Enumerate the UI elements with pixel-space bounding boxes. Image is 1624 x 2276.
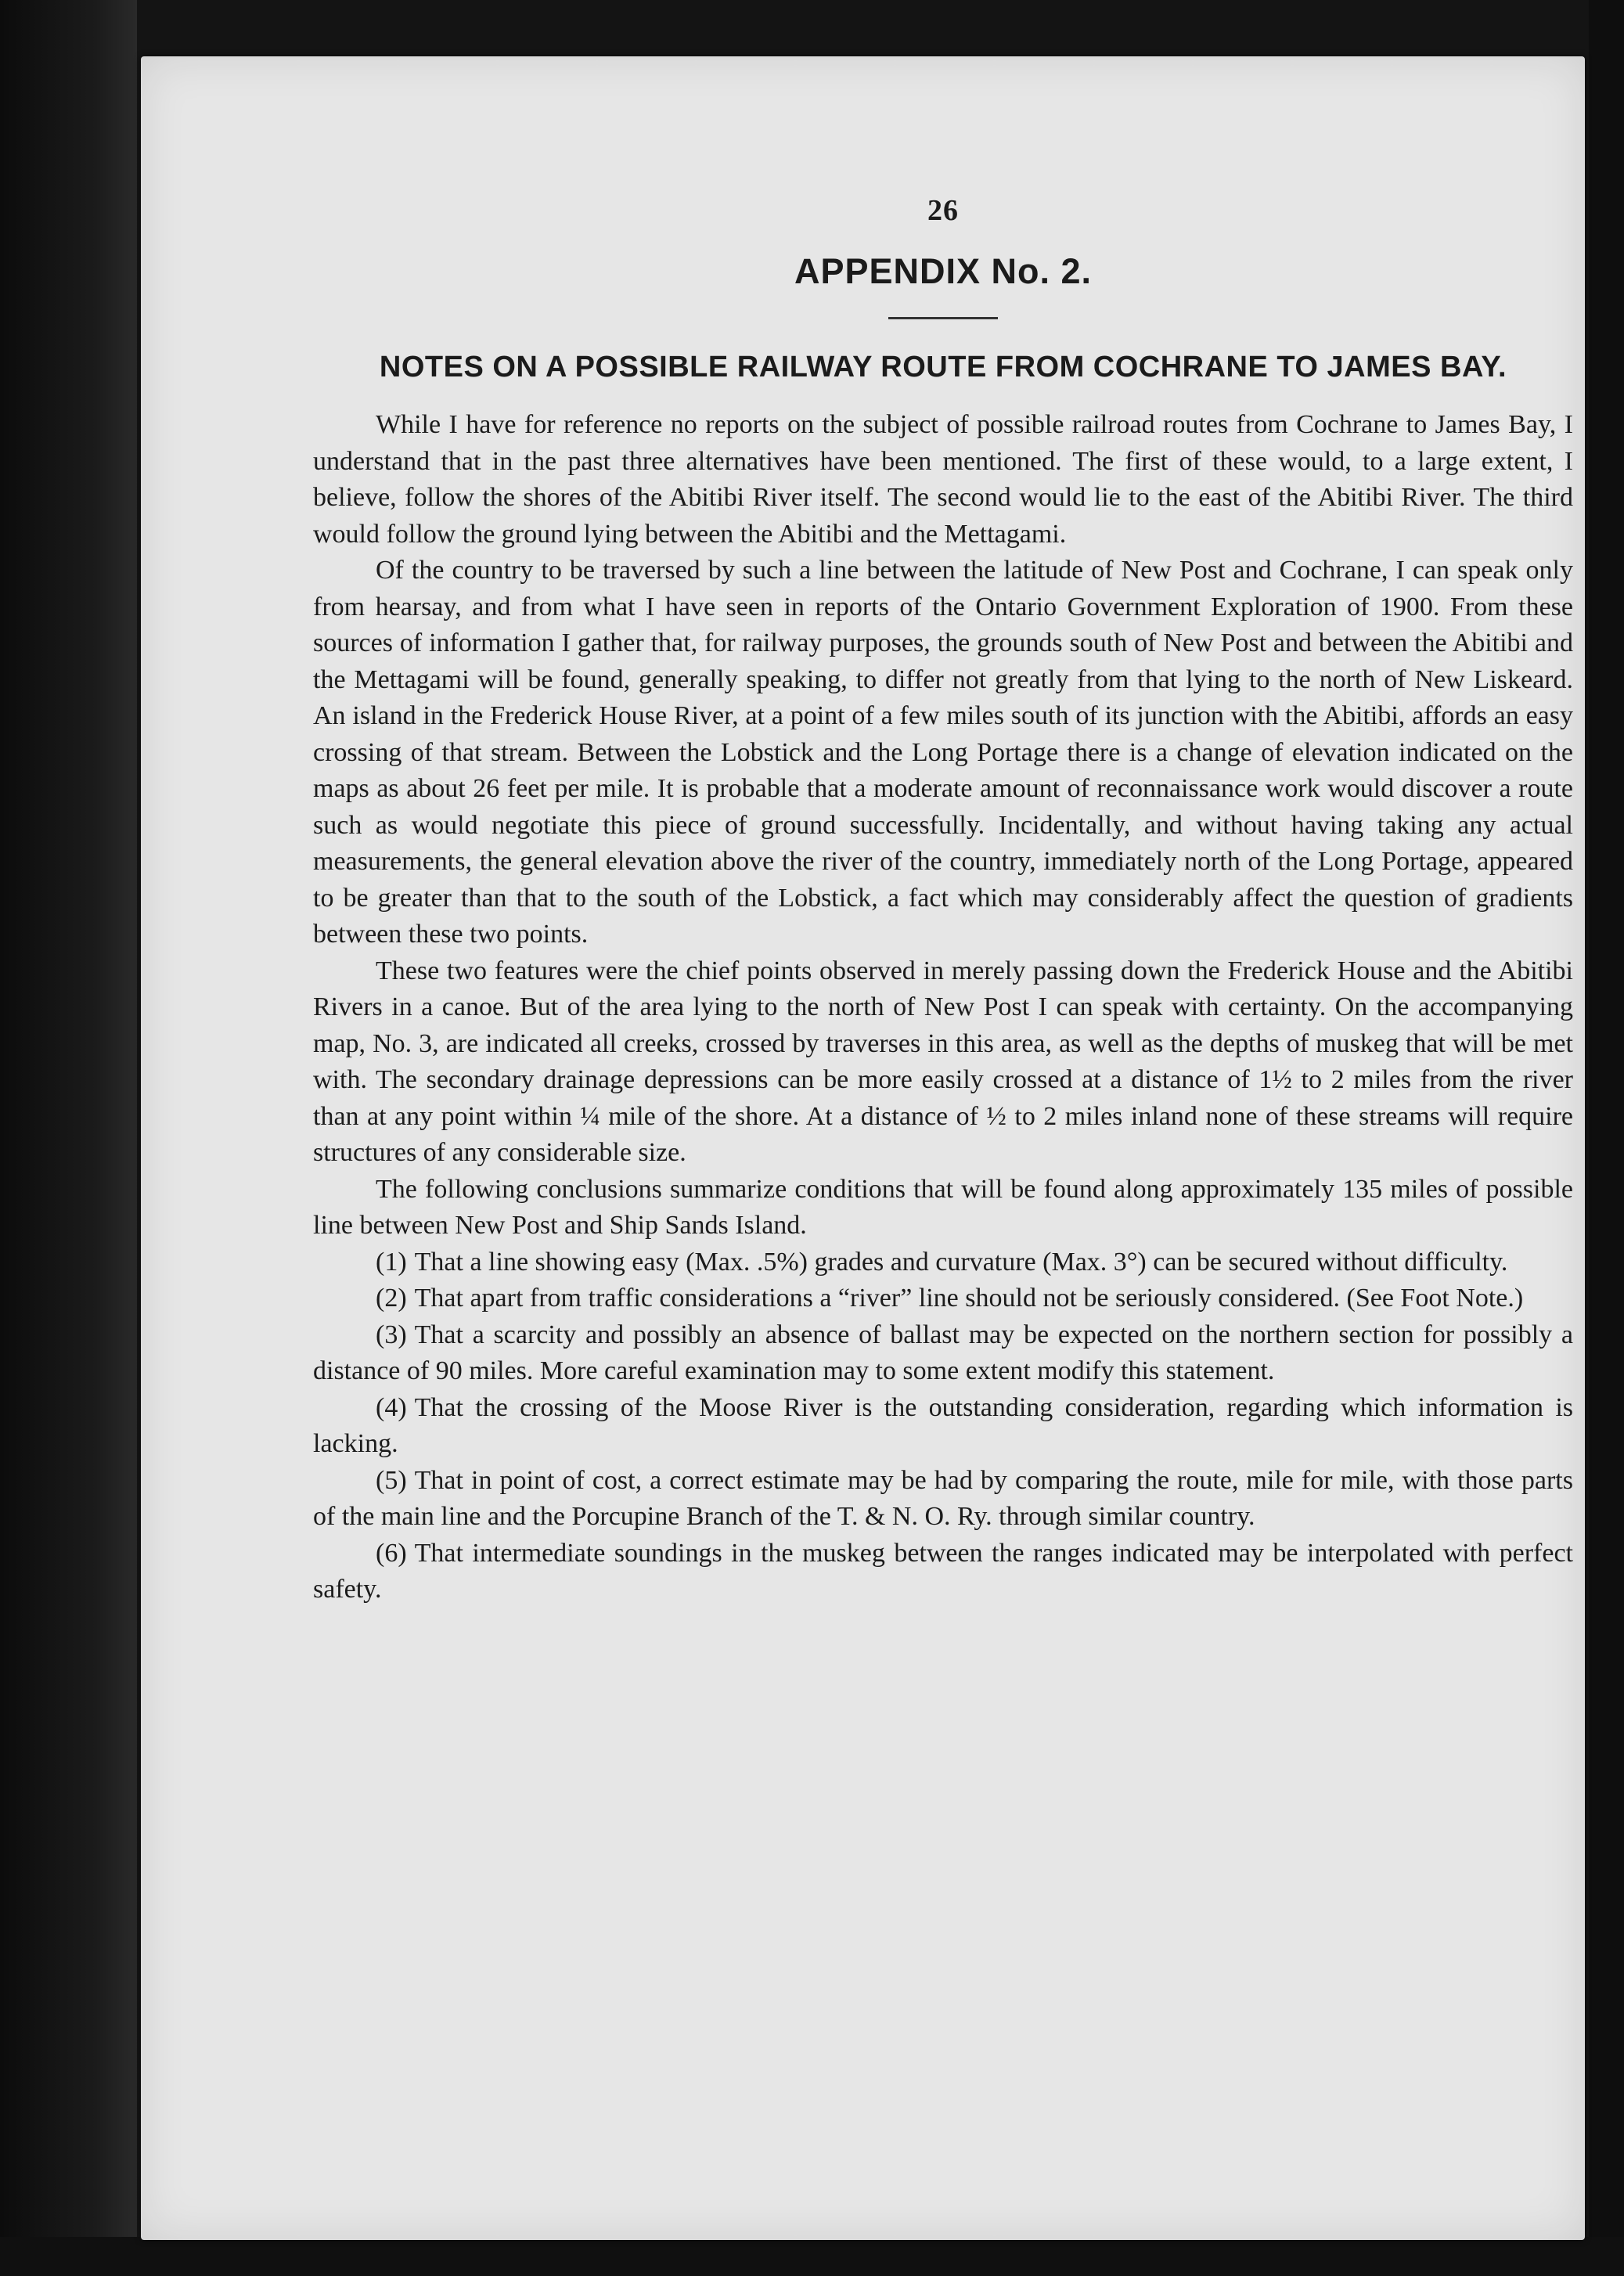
paragraph-intro: While I have for reference no reports on the subject of possible railroad routes from Cochrane to James Bay, I understand that in the past three alternatives have been mentioned. The first of these would, to a large extent, I believe, follow the shores of the Abitibi River itself. The second would lie to the east of the Abitibi River. The third would follow the ground lying between the Abitibi and the Mettagami. [313, 410, 1573, 549]
title-divider [888, 317, 998, 319]
appendix-title: APPENDIX No. 2. [794, 251, 1093, 291]
paragraph-country: Of the country to be traversed by such a line between the latitude of New Post and Cochrane, I can speak only from hearsay, and from what I have seen in reports of the Ontario Government Exploration of 1900. From these sources of information I gather that, for railway purposes, the grounds south of New Post and between the Abitibi and the Mettagami will be found, generally speaking, to differ not greatly from that lying to the north of New Liskeard. An island in the Frederick House River, at a point of a few miles south of its junction with the Abitibi, affords an easy crossing of that stream. Between the Lobstick and the Long Portage there is a change of elevation indicated on the maps as about 26 feet per mile. It is probable that a moderate amount of reconnaissance work would discover a route such as would negotiate this piece of ground successfully. Incidentally, and without having taking any actual measurements, the general elevation above the river of the country, immediately north of the Long Portage, appeared to be greater than that to the south of the Lobstick, a fact which may considerably affect the question of gradients between these two points. [313, 556, 1573, 949]
conclusions-list [313, 1244, 1573, 1608]
conclusion-item [313, 1463, 1573, 1536]
conclusion-item [313, 1317, 1573, 1390]
scan-border-right [1589, 0, 1624, 2276]
conclusion-text: That apart from traffic considerations a “river” line should not be seriously considered. (See Foot Note.) [414, 1284, 1524, 1313]
document-page [141, 56, 1585, 2240]
conclusion-number: (4) [376, 1392, 407, 1422]
conclusion-text: That in point of cost, a correct estimate may be had by comparing the route, mile for mile, with those parts of the main line and the Porcupine Branch of the T. & N. O. Ry. through similar country. [313, 1465, 1573, 1531]
paragraph-conclusions-intro: The following conclusions summarize conditions that will be found along approximately 135 miles of possible line between New Post and Ship Sands Island. [313, 1174, 1573, 1240]
scan-border-bottom [0, 2237, 1624, 2276]
conclusion-item [313, 1536, 1573, 1608]
conclusion-item [313, 1244, 1573, 1281]
conclusion-number: (2) [376, 1284, 407, 1313]
conclusion-number: (6) [376, 1538, 407, 1568]
conclusion-text: That the crossing of the Moose River is the outstanding consideration, regarding which information is lacking. [313, 1392, 1573, 1458]
conclusion-item [313, 1390, 1573, 1463]
scan-border-left [0, 0, 137, 2276]
section-heading: NOTES ON A POSSIBLE RAILWAY ROUTE FROM COCHRANE TO JAMES BAY. [379, 351, 1507, 384]
conclusion-number: (5) [376, 1465, 407, 1495]
conclusion-number: (3) [376, 1320, 407, 1349]
conclusion-number: (1) [376, 1247, 407, 1277]
conclusion-text: That a scarcity and possibly an absence of ballast may be expected on the northern section for possibly a distance of 90 miles. More careful examination may to some extent modify this statement. [313, 1320, 1573, 1385]
conclusion-text: That a line showing easy (Max. .5%) grades and curvature (Max. 3°) can be secured without difficulty. [414, 1247, 1508, 1277]
conclusion-text: That intermediate soundings in the muskeg between the ranges indicated may be interpolated with perfect safety. [313, 1538, 1573, 1604]
conclusion-item [313, 1280, 1573, 1317]
page-number: 26 [927, 194, 959, 227]
page-content [313, 193, 1573, 1608]
paragraph-features: These two features were the chief points observed in merely passing down the Frederick House and the Abitibi Rivers in a canoe. But of the area lying to the north of New Post I can speak with certainty. On the accompanying map, No. 3, are indicated all creeks, crossed by traverses in this area, as well as the depths of muskeg that will be met with. The secondary drainage depressions can be more easily crossed at a distance of 1½ to 2 miles from the river than at any point within ¼ mile of the shore. At a distance of ½ to 2 miles inland none of these streams will require structures of any considerable size. [313, 956, 1573, 1167]
